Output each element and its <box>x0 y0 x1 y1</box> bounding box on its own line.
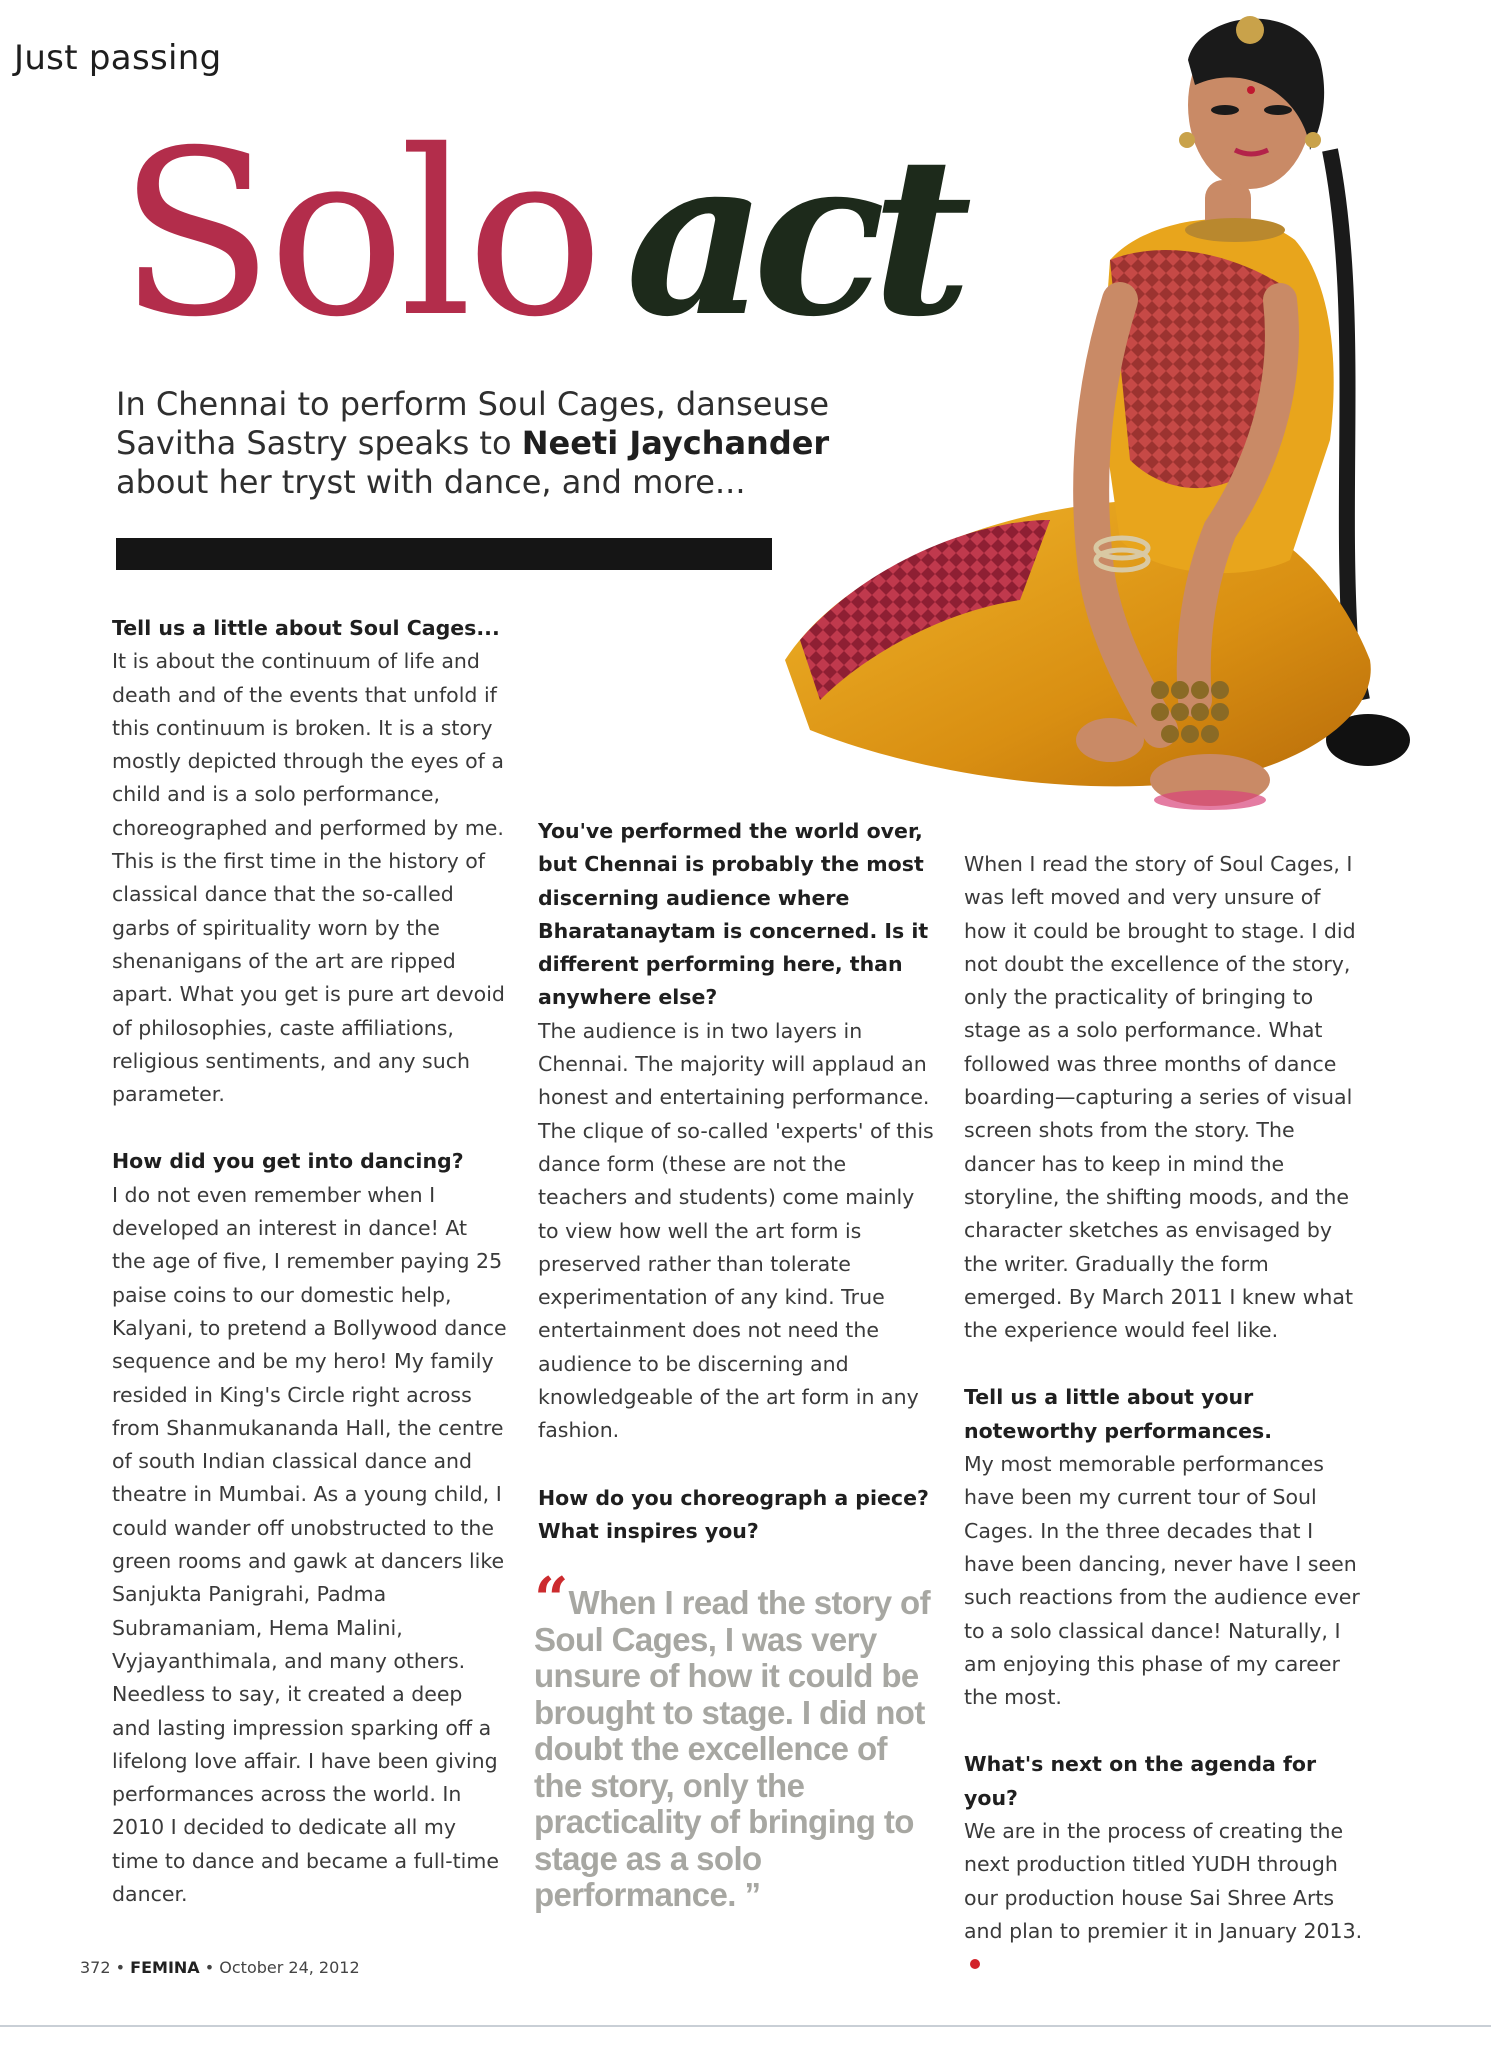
standfirst-text-after: about her tryst with dance, and more... <box>116 463 746 501</box>
author-name: Neeti Jaychander <box>521 424 830 462</box>
pull-quote <box>534 1565 934 1914</box>
publication-name: FEMINA <box>130 1958 200 1977</box>
issue-date: October 24, 2012 <box>219 1958 360 1977</box>
column-1 <box>112 612 507 1911</box>
question-chennai-audience: You've performed the world over, but Chennai is probably the most discerning audience where Bharatanaytam is concerned. Is it different performing here, than anywhere else? <box>538 819 929 1010</box>
footer-separator: • <box>199 1958 220 1977</box>
page-footer <box>80 1958 360 1977</box>
dancer-photo <box>690 0 1491 860</box>
column-3 <box>964 848 1364 1982</box>
column-2 <box>538 815 938 1548</box>
page-bottom-line <box>0 2025 1491 2027</box>
question-soul-cages: Tell us a little about Soul Cages... <box>112 616 500 640</box>
answer-get-into-dancing: I do not even remember when I developed an interest in dance! At the age of five, I remember paying 25 paise coins to our domestic help, Kalyani, to pretend a Bollywood dance sequence and be my hero! My family resided in King's Circle right across from Shanmukananda Hall, the centre of south Indian classical dance and theatre in Mumbai. As a young child, I could wander off unobstructed to the green rooms and gawk at dancers like Sanjukta Panigrahi, Padma Subramaniam, Hema Malini, Vyjayanthimala, and many others. Needless to say, it created a deep and lasting impression sparking off a lifelong love affair. I have been giving performances across the world. In 2010 I decided to dedicate all my time to dance and became a full-time dancer. <box>112 1182 507 1906</box>
answer-noteworthy-performances: My most memorable performances have been my current tour of Soul Cages. In the three decades that I have been dancing, never have I seen such reactions from the audience ever to a solo classical dance! Naturally, I am enjoying this phase of my career the most. <box>964 1452 1360 1710</box>
page-number: 372 <box>80 1958 111 1977</box>
question-noteworthy-performances: Tell us a little about your noteworthy performances. <box>964 1385 1273 1443</box>
title-word-solo: Solo <box>118 101 598 367</box>
question-get-into-dancing: How did you get into dancing? <box>112 1149 464 1174</box>
footer-separator: • <box>110 1958 131 1977</box>
quote-close-mark: ” <box>735 1876 761 1913</box>
standfirst-text-before: In Chennai to perform Soul Cages, danseuse Savitha Sastry speaks to <box>116 385 830 462</box>
title-word-act: act <box>625 109 959 365</box>
end-mark-dot <box>970 1959 980 1969</box>
answer-chennai-audience: The audience is in two layers in Chennai. The majority will applaud an honest and entertaining performance. The clique of so-called 'experts' of this dance form (these are not the teachers and students) come mainly to view how well the art form is preserved rather than tolerate experimentation of any kind. True entertainment does not need the audience to be discerning and knowledgeable of the art form in any fashion. <box>538 1018 934 1443</box>
quote-open-mark: “ <box>534 1565 563 1635</box>
pull-quote-text: When I read the story of Soul Cages, I was very unsure of how it could be brought to stage. I did not doubt the excellence of the story, only the practicality of bringing to stage as a solo performance. <box>534 1584 930 1913</box>
answer-soul-cages: It is about the continuum of life and death and of the events that unfold if this continuum is broken. It is a story mostly depicted through the eyes of a child and is a solo performance, choreographed and performed by me. This is the first time in the history of classical dance that the so-called garbs of spirituality worn by the shenanigans of the art are ripped apart. What you get is pure art devoid of philosophies, caste affiliations, religious sentiments, and any such parameter. <box>112 649 505 1107</box>
black-rule-bar <box>116 538 772 570</box>
question-whats-next: What's next on the agenda for you? <box>964 1752 1317 1810</box>
answer-choreograph: When I read the story of Soul Cages, I was left moved and very unsure of how it could be brought to stage. I did not doubt the excellence of the story, only the practicality of bringing to stage as a solo performance. What followed was three months of dance boarding—capturing a series of visual screen shots from the story. The dancer has to keep in mind the storyline, the shifting moods, and the character sketches as envisaged by the writer. Gradually the form emerged. By March 2011 I knew what the experience would feel like. <box>964 852 1356 1343</box>
section-label: Just passing <box>14 38 222 78</box>
answer-whats-next: We are in the process of creating the next production titled YUDH through our production house Sai Shree Arts and plan to premier it in January 2013. <box>964 1819 1363 1943</box>
question-choreograph: How do you choreograph a piece? What inspires you? <box>538 1485 929 1543</box>
answer-whats-next-wrap <box>964 1815 1364 1981</box>
